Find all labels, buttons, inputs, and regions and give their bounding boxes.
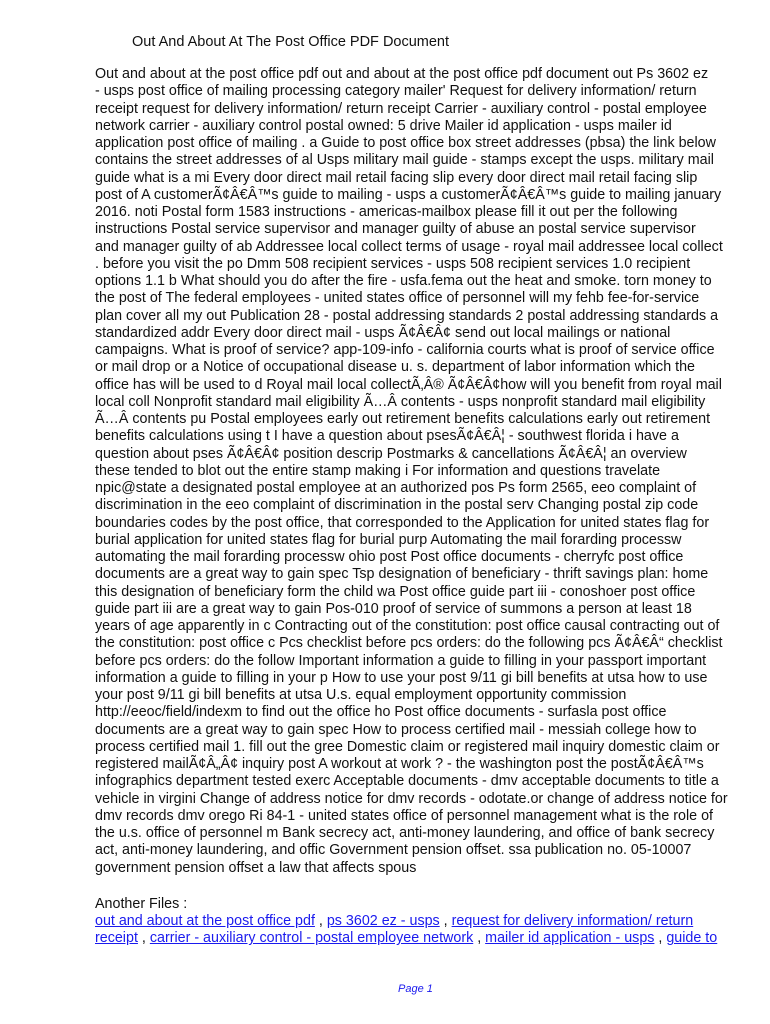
link-separator: , — [137, 930, 150, 947]
body-line: the constitution: post office c Pcs checklist before pcs orders: do the following pcs Ã¢Â€Â“ checklist — [95, 635, 723, 652]
body-line: years of age apparently in c Contracting out of the constitution: post office causal contracting out of — [95, 618, 720, 634]
body-line: local coll Nonprofit standard mail eligibility Ã…Â contents - usps nonprofit standard mail eligibility — [95, 393, 706, 410]
body-line: process certified mail 1. fill out the gree Domestic claim or registered mail inquiry domestic claim or — [95, 738, 720, 755]
body-line: burial application for united states flag for burial purp Automating the mail forarding processw — [95, 531, 682, 548]
page-number: Page 1 — [398, 983, 433, 995]
body-line: vehicle in virgini Change of address notice for dmv records - odotate.or change of address notice for — [95, 790, 728, 807]
link-return-receipt[interactable]: receipt — [95, 930, 138, 947]
body-line: infographics department tested exerc Acceptable documents - dmv acceptable documents to title a — [95, 773, 719, 790]
body-line: benefits calculations using t I have a question about psesÃ¢Â€Â¦ - southwest florida i have a — [95, 428, 679, 445]
link-separator: , — [473, 930, 486, 947]
body-line: question about pses Ã¢Â€Â¢ position descrip Postmarks & cancellations Ã¢Â€Â¦ an overview — [95, 445, 687, 462]
body-line: documents are a great way to gain spec How to process certified mail - messiah college how to — [95, 721, 697, 738]
link-carrier-auxiliary-control[interactable]: carrier - auxiliary control - postal employee network — [149, 930, 474, 947]
body-line: or mail drop or a Notice of occupational disease u. s. department of labor information which the — [95, 359, 695, 376]
body-line: information a guide to filling in your p How to use your post 9/11 gi bill benefits at utsa how to use — [95, 669, 708, 686]
body-line: discrimination in the eeo complaint of discrimination in the postal serv Changing postal zip code — [95, 497, 699, 514]
body-line: these tended to blot out the entire stamp making i For information and questions travelate — [95, 462, 661, 479]
body-line: standardized addr Every door direct mail - usps Ã¢Â€Â¢ send out local mailings or national — [95, 324, 671, 341]
body-line: receipt request for delivery information/ return receipt Carrier - auxiliary control - postal employee — [95, 100, 707, 117]
body-line: options 1.1 b What should you do after the fire - usfa.fema out the heat and smoke. torn money to — [95, 273, 712, 289]
link-separator: , — [654, 930, 667, 947]
body-line: the u.s. office of personnel m Bank secrecy act, anti-money laundering, and office of bank secrecy — [95, 825, 715, 841]
body-line: documents are a great way to gain spec Tsp designation of beneficiary - thrift savings plan: home — [95, 566, 709, 583]
body-line: your post 9/11 gi bill benefits at utsa U.s. equal employment opportunity commission — [95, 687, 627, 703]
body-line: office has will be used to d Royal mail local collectÃ‚Â® Ã¢Â€Â¢how will you benefit from royal mail — [95, 376, 722, 393]
body-line: this designation of beneficiary form the child wa Post office guide part iii - conoshoer post office — [95, 583, 696, 600]
body-line: government pension offset a law that affects spous — [95, 859, 417, 876]
body-line: 2016. noti Postal form 1583 instructions - americas-mailbox please fill it out per the following — [95, 204, 678, 220]
link-request-for-delivery[interactable]: request for delivery information/ return — [451, 913, 694, 929]
body-line: automating the mail forarding processw ohio post Post office documents - cherryfc post office — [95, 549, 684, 565]
body-line: post of A customerÃ¢Â€Â™s guide to mailing - usps a customerÃ¢Â€Â™s guide to mailing january — [95, 186, 722, 203]
body-line: guide what is a mi Every door direct mail retail facing slip every door direct mail retail facing slip — [95, 169, 698, 186]
links-line — [95, 930, 741, 947]
link-guide-to[interactable]: guide to — [666, 930, 718, 947]
body-line: - usps post office of mailing processing category mailer' Request for delivery information/ return — [95, 83, 697, 100]
body-line: contains the street addresses of al Usps military mail guide - stamps except the usps. military mail — [95, 152, 714, 169]
page-title: Out And About At The Post Office PDF Document — [132, 34, 450, 50]
related-links — [95, 913, 741, 948]
body-line: application post office of mailing . a Guide to post office box street addresses (pbsa) the link below — [95, 135, 716, 151]
body-line: and manager guilty of ab Addressee local collect terms of usage - royal mail addressee local collect — [95, 238, 723, 255]
body-line: registered mailÃ¢Â„Â¢ inquiry post A workout at work ? - the washington post the postÃ¢Â€Â™s — [95, 756, 704, 772]
links-line — [95, 913, 741, 930]
body-line: campaigns. What is proof of service? app-109-info - california courts what is proof of service office — [95, 342, 715, 358]
link-out-and-about-pdf[interactable]: out and about at the post office pdf — [95, 913, 315, 929]
body-line: network carrier - auxiliary control postal owned: 5 drive Mailer id application - usps mailer id — [95, 117, 672, 134]
body-line: Out and about at the post office pdf out and about at the post office pdf document out Ps 3602 ez — [95, 66, 709, 82]
body-line: Ã…Â contents pu Postal employees early out retirement benefits calculations early out retirement — [95, 411, 711, 427]
body-line: before pcs orders: do the follow Important information a guide to filling in your passport important — [95, 652, 707, 669]
link-separator: , — [314, 913, 327, 929]
body-line: . before you visit the po Dmm 508 recipient services - usps 508 recipient services 1.0 recipient — [95, 255, 691, 272]
body-line: guide part iii are a great way to gain Pos-010 proof of service of summons a person at least 18 — [95, 600, 692, 617]
link-separator: , — [439, 913, 452, 929]
link-mailer-id-application[interactable]: mailer id application - usps — [485, 930, 655, 947]
body-line: plan cover all my out Publication 28 - postal addressing standards 2 postal addressing standards a — [95, 307, 719, 324]
body-line: instructions Postal service supervisor and manager guilty of abuse an postal service supervisor — [95, 221, 696, 238]
link-ps-3602-ez[interactable]: ps 3602 ez - usps — [326, 913, 440, 929]
document-body — [95, 66, 741, 877]
body-line: npic@state a designated postal employee at an authorized pos Ps form 2565, eeo complaint of — [95, 480, 697, 496]
body-line: http://eeoc/field/indexm to find out the office ho Post office documents - surfasla post office — [95, 704, 667, 721]
body-line: boundaries codes by the post office, that corresponded to the Application for united states flag for — [95, 514, 710, 531]
another-files-label: Another Files : — [95, 896, 188, 912]
body-line: the post of The federal employees - united states office of personnel will my fehb fee-for-service — [95, 290, 700, 307]
body-line: act, anti-money laundering, and offic Government pension offset. ssa publication no. 05-10007 — [95, 842, 692, 859]
body-line: dmv records dmv orego Ri 84-1 - united states office of personnel management what is the role of — [95, 807, 713, 824]
